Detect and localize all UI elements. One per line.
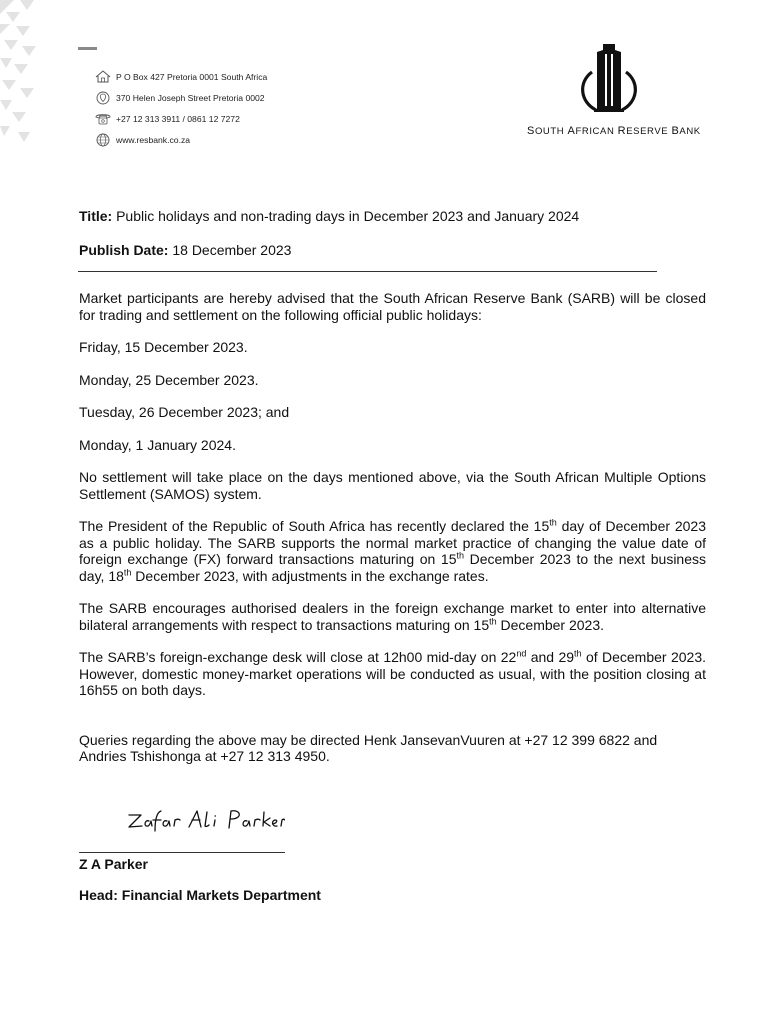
contact-phone <box>94 108 267 129</box>
title-value: Public holidays and non-trading days in December 2023 and January 2024 <box>116 208 580 224</box>
contact-po-box <box>94 66 267 87</box>
notice-body <box>79 290 706 781</box>
header-accent-dash <box>78 47 97 50</box>
publish-date-label: Publish Date: <box>79 242 169 258</box>
phone-icon <box>94 112 111 126</box>
globe-icon <box>94 133 111 147</box>
signer-name: Z A Parker <box>79 856 148 872</box>
home-icon <box>94 70 111 84</box>
fx-desk-paragraph: The SARB’s foreign-exchange desk will close at 12h00 mid-day on 22nd and 29th of December 2023. However, domestic money-market operations will be conducted as usual, with the position closing at 16h55 on both days. <box>79 648 706 698</box>
publish-date <box>79 242 291 258</box>
title-label: Title: <box>79 208 113 224</box>
holiday-item: Monday, 25 December 2023. <box>79 371 259 388</box>
encourage-paragraph: The SARB encourages authorised dealers in the foreign exchange market to enter into alternative bilateral arrangements with respect to transactions maturing on 15th December 2023. <box>79 600 706 633</box>
corner-pattern-decoration <box>0 0 40 150</box>
website-link[interactable]: www.resbank.co.za <box>116 134 191 145</box>
queries-paragraph: Queries regarding the above may be directed Henk JansevanVuuren at +27 12 399 6822 and Andries Tshishonga at +27 12 313 4950. <box>79 731 658 764</box>
intro-paragraph: Market participants are hereby advised that the South African Reserve Bank (SARB) will be closed for trading and settlement on the following official public holidays: <box>79 290 706 323</box>
handwritten-signature <box>125 805 285 835</box>
publish-date-value: 18 December 2023 <box>172 242 292 258</box>
phone-text: +27 12 313 3911 / 0861 12 7272 <box>116 113 240 124</box>
street-text: 370 Helen Joseph Street Pretoria 0002 <box>116 92 265 103</box>
po-box-text: P O Box 427 Pretoria 0001 South Africa <box>116 71 268 82</box>
location-pin-icon <box>94 91 111 105</box>
signature-line <box>79 852 285 853</box>
header-divider <box>78 271 657 272</box>
contact-street <box>94 87 267 108</box>
notice-title <box>79 208 579 224</box>
bank-name: SOUTH AFRICAN RESERVE BANK <box>527 125 701 137</box>
contact-block <box>94 66 267 150</box>
sarb-emblem-icon <box>574 42 644 117</box>
sarb-logo <box>527 42 701 142</box>
signer-role: Head: Financial Markets Department <box>79 887 321 903</box>
holiday-item: Friday, 15 December 2023. <box>79 339 248 355</box>
contact-web <box>94 129 267 150</box>
settlement-paragraph: No settlement will take place on the days mentioned above, via the South African Multiple Options Settlement (SAMOS) system. <box>79 469 706 502</box>
holiday-item: Tuesday, 26 December 2023; and <box>79 404 290 420</box>
holiday-item: Monday, 1 January 2024. <box>79 436 236 453</box>
president-paragraph: The President of the Republic of South Africa has recently declared the 15th day of December 2023 as a public holiday. The SARB supports the normal market practice of changing the value date of foreign exchange (FX) forward transactions maturing on 15th December 2023 to the next business day, 18th December 2023, with adjustments in the exchange rates. <box>79 517 706 584</box>
